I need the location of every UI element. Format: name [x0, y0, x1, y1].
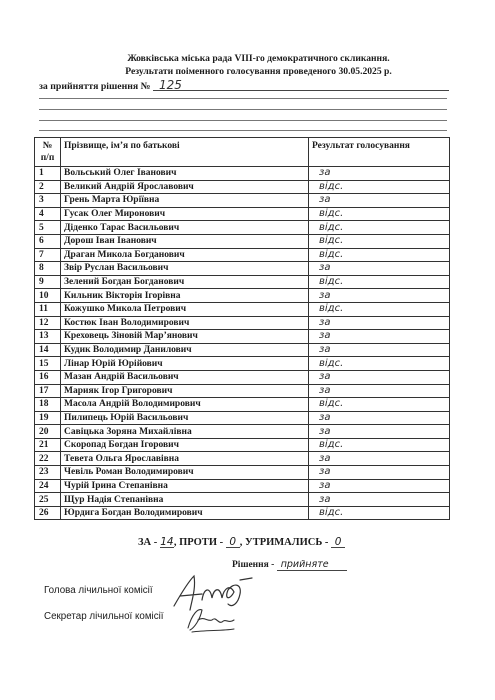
row-number: 5 — [35, 221, 61, 235]
vote-result: відс. — [309, 207, 450, 221]
deputy-name: Мазан Андрій Васильович — [61, 370, 309, 384]
column-header-result: Результат голосування — [309, 138, 450, 167]
row-number: 8 — [35, 262, 61, 276]
deputy-name: Вольський Олег Іванович — [61, 167, 309, 181]
vote-result: за — [309, 194, 450, 208]
table-row — [35, 207, 450, 221]
column-header-name: Прізвище, ім’я по батькові — [61, 138, 309, 167]
vote-result: за — [309, 343, 450, 357]
blank-line — [39, 109, 447, 110]
table-row — [35, 357, 450, 371]
row-number: 11 — [35, 302, 61, 316]
row-number: 10 — [35, 289, 61, 303]
row-number: 4 — [35, 207, 61, 221]
abstained-label: , УТРИМАЛИСЬ - — [239, 537, 329, 548]
row-number: 14 — [35, 343, 61, 357]
vote-result: за — [309, 452, 450, 466]
row-number: 23 — [35, 466, 61, 480]
deputy-name: Щур Надія Степанівна — [61, 493, 309, 507]
deputy-name: Драган Микола Богданович — [61, 248, 309, 262]
vote-result: за — [309, 330, 450, 344]
table-row — [35, 506, 450, 520]
table-row — [35, 438, 450, 452]
deputy-name: Лінар Юрій Юрійович — [61, 357, 309, 371]
vote-result: відс. — [309, 302, 450, 316]
decision-label: за прийняття рішення № — [39, 81, 151, 92]
table-row — [35, 493, 450, 507]
deputy-name: Кильник Вікторія Ігорівна — [61, 289, 309, 303]
row-number: 9 — [35, 275, 61, 289]
secretary-label: Секретар лічильної комісії — [44, 611, 164, 622]
against-label: , ПРОТИ - — [173, 537, 224, 548]
table-row — [35, 302, 450, 316]
vote-results-title: Результати поіменного голосування проведеного 30.05.2025 р. — [125, 66, 392, 77]
table-row — [35, 398, 450, 412]
for-label: ЗА - — [138, 537, 158, 548]
row-number: 26 — [35, 506, 61, 520]
vote-result: за — [309, 370, 450, 384]
table-row — [35, 370, 450, 384]
table-row — [35, 289, 450, 303]
deputy-name: Скоропад Богдан Ігорович — [61, 438, 309, 452]
vote-result: за — [309, 425, 450, 439]
deputy-name: Костюк Іван Володимирович — [61, 316, 309, 330]
table-row — [35, 466, 450, 480]
vote-result: за — [309, 289, 450, 303]
deputy-name: Чурій Ірина Степанівна — [61, 479, 309, 493]
vote-result: відс. — [309, 248, 450, 262]
deputy-name: Тевета Ольга Ярославівна — [61, 452, 309, 466]
row-number: 12 — [35, 316, 61, 330]
vote-result: відс. — [309, 180, 450, 194]
table-row — [35, 262, 450, 276]
vote-result: за — [309, 384, 450, 398]
outcome-label: Рішення - — [232, 560, 275, 570]
row-number: 16 — [35, 370, 61, 384]
deputy-name: Великий Андрій Ярославович — [61, 180, 309, 194]
row-number: 13 — [35, 330, 61, 344]
table-row — [35, 221, 450, 235]
deputy-name: Масола Андрій Володимирович — [61, 398, 309, 412]
vote-result: за — [309, 262, 450, 276]
vote-result: відс. — [309, 438, 450, 452]
for-count: 14 — [160, 536, 174, 548]
table-row — [35, 343, 450, 357]
secretary-signature — [182, 602, 242, 636]
deputy-name: Зелений Богдан Богданович — [61, 275, 309, 289]
vote-result: за — [309, 466, 450, 480]
blank-line — [39, 120, 447, 121]
vote-result: за — [309, 479, 450, 493]
row-number: 19 — [35, 411, 61, 425]
vote-result: за — [309, 411, 450, 425]
column-header-number-bottom: п/п — [40, 153, 55, 163]
row-number: 18 — [35, 398, 61, 412]
table-row — [35, 411, 450, 425]
row-number: 22 — [35, 452, 61, 466]
blank-line — [39, 130, 447, 131]
vote-result: за — [309, 493, 450, 507]
column-header-number — [35, 138, 61, 167]
row-number: 2 — [35, 180, 61, 194]
table-row — [35, 330, 450, 344]
table-row — [35, 384, 450, 398]
deputy-name: Гусак Олег Миронович — [61, 207, 309, 221]
council-title: Жовківська міська рада VIII-го демократичного скликання. — [127, 53, 390, 64]
table-row — [35, 479, 450, 493]
row-number: 3 — [35, 194, 61, 208]
row-number: 6 — [35, 234, 61, 248]
blank-line — [39, 98, 447, 99]
row-number: 21 — [35, 438, 61, 452]
deputy-name: Кудик Володимир Данилович — [61, 343, 309, 357]
deputy-name: Грень Марта Юріївна — [61, 194, 309, 208]
table-row — [35, 194, 450, 208]
abstained-count: 0 — [331, 537, 345, 548]
decision-number: 125 — [153, 80, 449, 91]
deputy-name: Кожушко Микола Петрович — [61, 302, 309, 316]
head-of-commission-label: Голова лічильної комісії — [44, 585, 153, 596]
table-row — [35, 234, 450, 248]
table-row — [35, 316, 450, 330]
vote-result: відс. — [309, 221, 450, 235]
against-count: 0 — [226, 537, 240, 548]
row-number: 17 — [35, 384, 61, 398]
votes-table — [34, 137, 450, 520]
outcome-value: прийняте — [277, 560, 347, 571]
column-header-number-top: № — [42, 141, 53, 151]
vote-result: за — [309, 316, 450, 330]
deputy-name: Пилипець Юрій Васильович — [61, 411, 309, 425]
row-number: 24 — [35, 479, 61, 493]
table-row — [35, 452, 450, 466]
deputy-name: Дорош Іван Іванович — [61, 234, 309, 248]
row-number: 15 — [35, 357, 61, 371]
vote-totals — [138, 537, 345, 548]
deputy-name: Юрдига Богдан Володимирович — [61, 506, 309, 520]
deputy-name: Креховець Зіновій Мар’янович — [61, 330, 309, 344]
table-row — [35, 275, 450, 289]
row-number: 7 — [35, 248, 61, 262]
table-row — [35, 167, 450, 181]
vote-result: відс. — [309, 234, 450, 248]
deputy-name: Чевіль Роман Володимирович — [61, 466, 309, 480]
table-row — [35, 248, 450, 262]
vote-result: відс. — [309, 398, 450, 412]
deputy-name: Марияк Ігор Григорович — [61, 384, 309, 398]
row-number: 25 — [35, 493, 61, 507]
deputy-name: Звір Руслан Васильович — [61, 262, 309, 276]
vote-result: відс. — [309, 357, 450, 371]
table-row — [35, 180, 450, 194]
vote-result: відс. — [309, 275, 450, 289]
row-number: 20 — [35, 425, 61, 439]
deputy-name: Діденко Тарас Васильович — [61, 221, 309, 235]
table-header-row — [35, 138, 450, 167]
vote-result: відс. — [309, 506, 450, 520]
row-number: 1 — [35, 167, 61, 181]
table-row — [35, 425, 450, 439]
deputy-name: Савіцька Зоряна Михайлівна — [61, 425, 309, 439]
decision-line — [39, 80, 449, 92]
vote-result: за — [309, 167, 450, 181]
